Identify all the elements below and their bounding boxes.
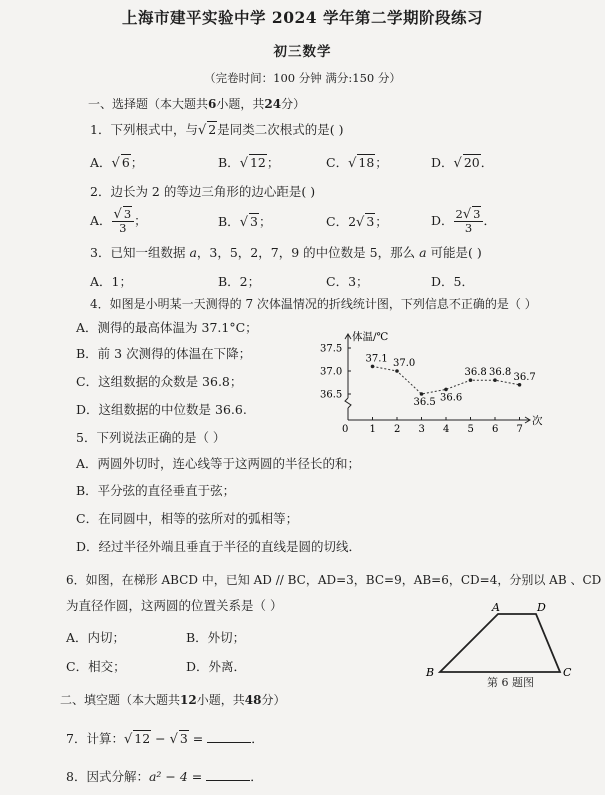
q4-option-c: C．这组数据的众数是 36.8； bbox=[76, 374, 243, 389]
q2-option-b: B．√ 3； bbox=[218, 214, 272, 230]
y-axis-break bbox=[345, 398, 351, 408]
q7-stem: 7．计算：√ 12 − √ 3 = ． bbox=[66, 731, 264, 747]
q6-option-d: D．外离． bbox=[186, 659, 247, 674]
q3-stem: 3．已知一组数据 a，3，5，2，7，9 的中位数是 5，那么 a 可能是( ) bbox=[90, 245, 482, 260]
figure6-caption: 第 6 题图 bbox=[487, 676, 534, 689]
q1-option-b: B．√ 12； bbox=[218, 155, 280, 171]
q4-option-b: B．前 3 次测得的体温在下降； bbox=[76, 346, 252, 361]
q5-stem: 5．下列说法正确的是（ ） bbox=[76, 430, 226, 445]
q6-line2: 为直径作圆，这两圆的位置关系是（ ） bbox=[66, 598, 283, 613]
x-tick-label: 2 bbox=[394, 424, 401, 434]
q2-stem: 2．边长为 2 的等边三角形的边心距是( ) bbox=[90, 184, 316, 199]
exam-title: 上海市建平实验中学 2024 学年第二学期阶段练习 bbox=[122, 8, 483, 27]
data-label: 36.7 bbox=[513, 371, 536, 383]
q6-option-b: B．外切； bbox=[186, 630, 246, 645]
q6-line1: 6．如图，在梯形 ABCD 中，已知 AD // BC，AD=3，BC=9，AB=6，CD=4，分别以 AB 、CD bbox=[66, 573, 602, 587]
q3-option-b: B．2； bbox=[218, 274, 261, 289]
data-point bbox=[371, 365, 375, 369]
chart-labels bbox=[352, 330, 543, 427]
q3-option-c: C．3； bbox=[326, 274, 369, 289]
q4-stem: 4．如图是小明某一天测得的 7 次体温情况的折线统计图，下列信息不正确的是（ ） bbox=[90, 297, 537, 311]
data-label: 37.1 bbox=[365, 353, 388, 365]
q1-option-c: C．√ 18； bbox=[326, 155, 388, 171]
q8-answer-blank bbox=[206, 768, 250, 781]
q1-option-a: A．√ 6； bbox=[90, 155, 144, 171]
trapezoid-abcd bbox=[440, 614, 560, 672]
data-label: 36.8 bbox=[464, 367, 487, 379]
data-point bbox=[395, 369, 399, 373]
y-tick-label: 37.5 bbox=[320, 343, 343, 355]
exam-subtitle: 初三数学 bbox=[273, 44, 332, 60]
q5-option-c: C．在同圆中，相等的弦所对的弧相等； bbox=[76, 511, 299, 526]
data-point bbox=[469, 378, 473, 382]
y-axis-title: 体温/℃ bbox=[352, 331, 389, 343]
y-tick-label: 37.0 bbox=[320, 366, 343, 378]
data-point bbox=[420, 392, 424, 396]
x-tick-label: 0 bbox=[342, 424, 349, 434]
x-tick-label: 5 bbox=[467, 424, 474, 434]
vertex-c-label: C bbox=[563, 666, 572, 679]
x-tick-label: 6 bbox=[492, 424, 499, 434]
chart-axes bbox=[345, 334, 530, 423]
q3-option-d: D．5． bbox=[431, 274, 474, 289]
q4-option-a: A．测得的最高体温为 37.1°C； bbox=[76, 320, 258, 335]
x-axis-title: 次 bbox=[532, 415, 543, 427]
section1-heading: 一、选择题（本大题共6小题，共24分） bbox=[88, 97, 306, 111]
section2-heading: 二、填空题（本大题共12小题，共48分） bbox=[60, 693, 286, 707]
q2-option-d: D． $\frac{2√ 3}{3}$ ． bbox=[431, 207, 496, 235]
q2-option-c: C．2√ 3； bbox=[326, 214, 388, 230]
data-point bbox=[493, 378, 497, 382]
data-label: 36.5 bbox=[413, 397, 436, 408]
vertex-b-label: B bbox=[426, 666, 435, 679]
q7-answer-blank bbox=[207, 730, 251, 743]
data-label: 36.8 bbox=[489, 367, 512, 379]
data-label: 36.6 bbox=[440, 392, 463, 404]
q1-stem: 1．下列根式中，与√ 2是同类二次根式的是( ) bbox=[90, 122, 344, 138]
x-tick-label: 4 bbox=[443, 424, 450, 434]
exam-info: （完卷时间：100 分钟 满分:150 分） bbox=[204, 71, 401, 85]
q5-option-b: B．平分弦的直径垂直于弦； bbox=[76, 483, 236, 498]
y-tick-label: 36.5 bbox=[320, 389, 343, 401]
q4-option-d: D．这组数据的中位数是 36.6. bbox=[76, 402, 247, 417]
temperature-line-chart bbox=[318, 322, 558, 434]
q2-option-a: A． $\frac{√ 3}{3}$ ； bbox=[90, 207, 147, 235]
x-tick-label: 7 bbox=[516, 424, 523, 434]
q1-option-d: D．√ 20． bbox=[431, 155, 494, 171]
q8-stem: 8．因式分解：a² − 4 = ． bbox=[66, 769, 263, 784]
q3-option-a: A．1； bbox=[90, 274, 132, 289]
vertex-a-label: A bbox=[492, 601, 500, 614]
q6-option-c: C．相交； bbox=[66, 659, 126, 674]
q5-option-a: A．两圆外切时，连心线等于这两圆的半径长的和； bbox=[76, 456, 361, 471]
data-point bbox=[518, 383, 522, 387]
x-tick-label: 3 bbox=[418, 424, 425, 434]
data-point bbox=[444, 388, 448, 392]
q6-option-a: A．内切； bbox=[66, 630, 126, 645]
q5-option-d: D．经过半径外端且垂直于半径的直线是圆的切线． bbox=[76, 539, 362, 554]
x-tick-label: 1 bbox=[369, 424, 376, 434]
vertex-d-label: D bbox=[537, 601, 546, 614]
data-label: 37.0 bbox=[393, 358, 416, 369]
